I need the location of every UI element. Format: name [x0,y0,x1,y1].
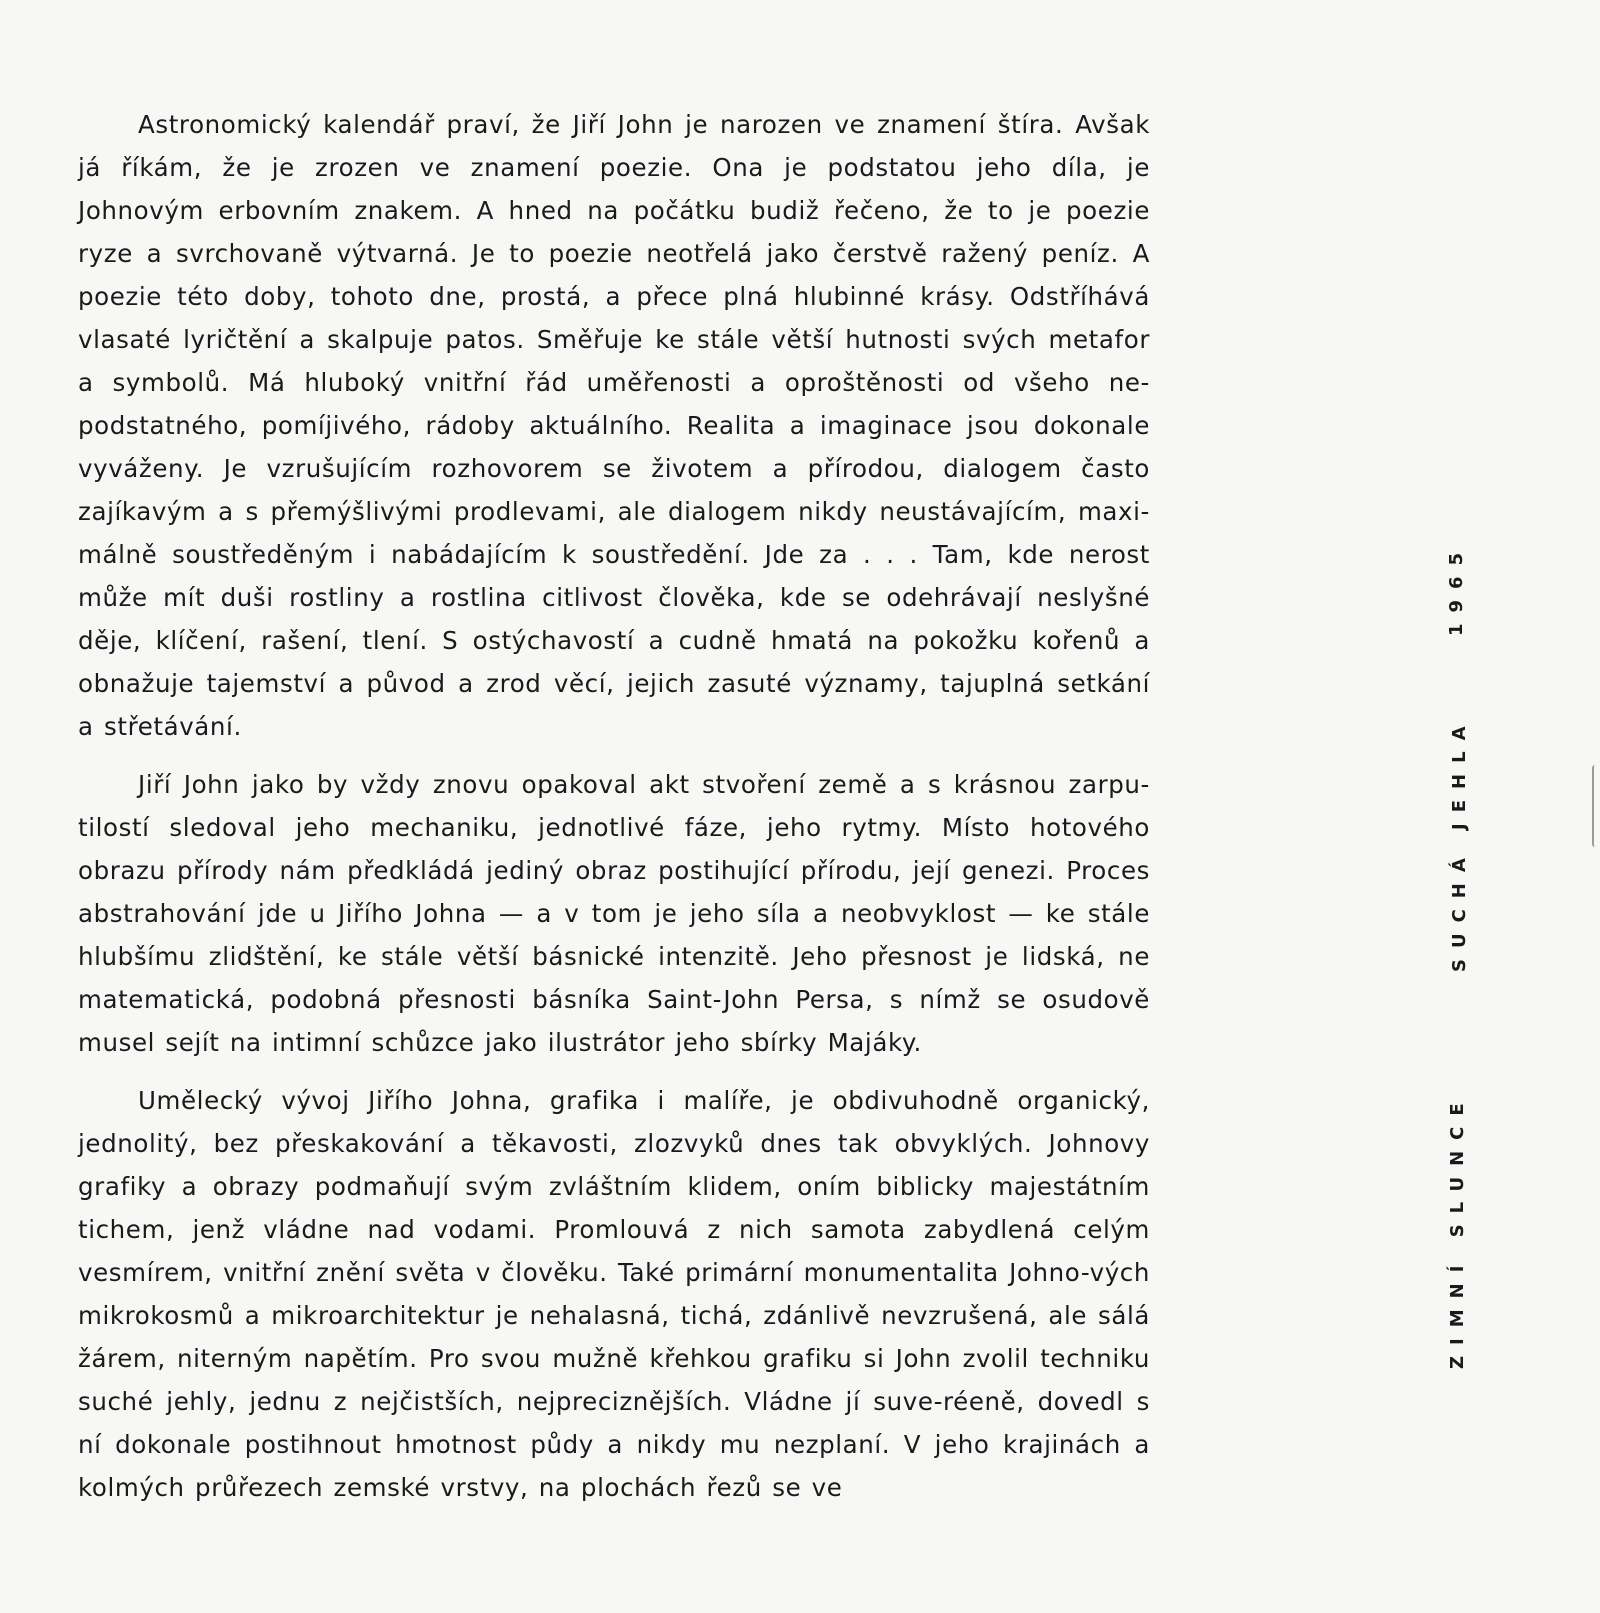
sidebar-title-sucha-jehla: SUCHÁ JEHLA [1449,715,1470,972]
body-text [78,103,1150,1524]
sidebar-title-zimni-slunce: ZIMNÍ SLUNCE [1447,1092,1468,1369]
page-edge-mark [1592,765,1600,847]
paragraph-1: Astronomický kalendář praví, že Jiří John je narozen ve znamení štíra. Avšak já říkám, že je zrozen ve znamení poezie. Ona je podstatou jeho díla, je Johnovým erbovním znakem. A hned na počátku budiž řečeno, že to je poezie ryze a svrchovaně výtvarná. Je to poezie neotřelá jako čerstvě ražený peníz. A poezie této doby, tohoto dne, prostá, a přece plná hlubinné krásy. Odstříhává vlasaté lyričtění a skalpuje patos. Směřuje ke stále větší hutnosti svých metafor a symbolů. Má hluboký vnitřní řád uměřenosti a oproštěnosti od všeho ne-podstatného, pomíjivého, rádoby aktuálního. Realita a imaginace jsou dokonale vyváženy. Je vzrušujícím rozhovorem se životem a přírodou, dialogem často zajíkavým a s přemýšlivými prodlevami, ale dialogem nikdy neustávajícím, maxi-málně soustředěným i nabádajícím k soustředění. Jde za . . . Tam, kde nerost může mít duši rostliny a rostlina citlivost člověka, kde se odehrávají neslyšné děje, klíčení, rašení, tlení. S ostýchavostí a cudně hmatá na pokožku kořenů a obnažuje tajemství a původ a zrod věcí, jejich zasuté významy, tajuplná setkání a střetávání. [78,110,1150,741]
paragraph-3: Umělecký vývoj Jiřího Johna, grafika i malíře, je obdivuhodně organický, jednolitý, bez přeskakování a těkavosti, zlozvyků dnes tak obvyklých. Johnovy grafiky a obrazy podmaňují svým zvláštním klidem, oním biblicky majestátním tichem, jenž vládne nad vodami. Promlouvá z nich samota zabydlená celým vesmírem, vnitřní znění světa v člověku. Také primární monumentalita Johno-vých mikrokosmů a mikroarchitektur je nehalasná, tichá, zdánlivě nevzrušená, ale sálá žárem, niterným napětím. Pro svou mužně křehkou grafiku si John zvolil techniku suché jehly, jednu z nejčistších, nejprecizněјších. Vládne jí suve-réeně, dovedl s ní dokonale postihnout hmotnost půdy a nikdy mu nezplaní. V jeho krajinách a kolmých průřezech zemské vrstvy, na plochách řezů se ve [78,1086,1150,1502]
sidebar-year: 1965 [1446,541,1467,636]
paragraph-2: Jiří John jako by vždy znovu opakoval akt stvoření země a s krásnou zarpu-tilostí sledoval jeho mechaniku, jednotlivé fáze, jeho rytmy. Místo hotového obrazu přírody nám předkládá jediný obraz postihující přírodu, její genezi. Proces abstrahování jde u Jiřího Johna — a v tom je jeho síla a neobvyklost — ke stále hlubšímu zlidštění, ke stále větší básnické intenzitě. Jeho přesnost je lidská, ne matematická, podobná přesnosti básníka Saint-John Persa, s nímž se osudově musel sejít na intimní schůzce jako ilustrátor jeho sbírky Majáky. [78,770,1150,1057]
